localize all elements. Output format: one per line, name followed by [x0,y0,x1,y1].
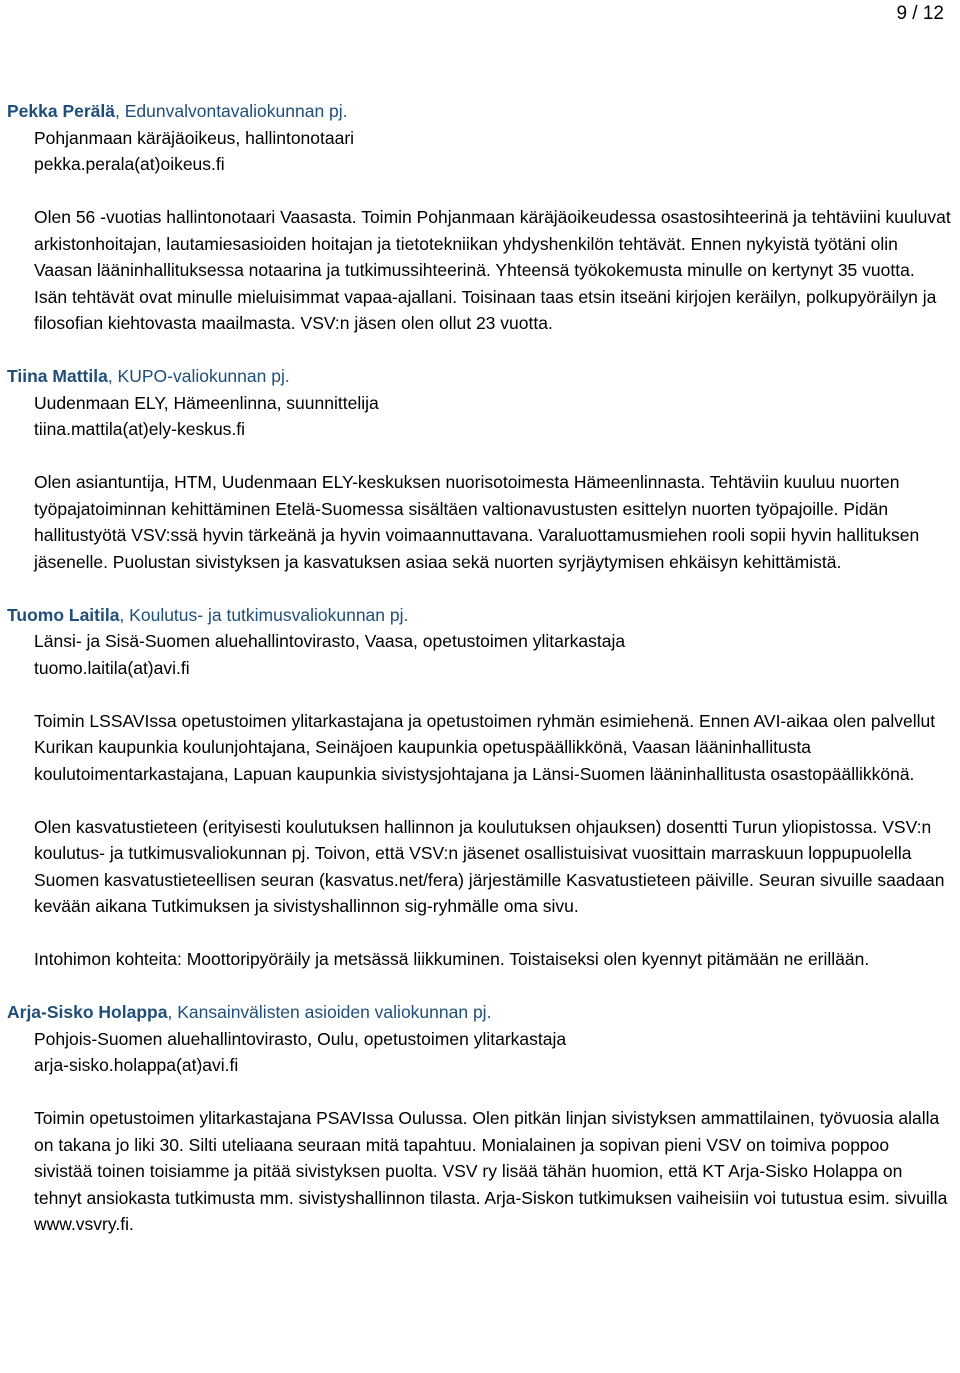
person-organization: Uudenmaan ELY, Hämeenlinna, suunnittelija [34,392,379,413]
person-role: , Kansainvälisten asioiden valiokunnan pj. [167,1002,492,1022]
person-bio-paragraph: Olen kasvatustieteen (erityisesti koulutuksen hallinnon ja koulutuksen ohjauksen) dosentti Turun yliopistossa. VSV:n koulutus- ja tutkimusvaliokunnan pj. Toivon, että VSV:n jäsenet osallistuisivat vuosittain marraskuun loppupuolella Suomen kasvatustieteellisen seuran (kasvatus.net/fera) järjestämille Kasvatustieteen päiville. Seuran sivuille saadaan kevään aikana Tutkimuksen ja sivistyshallinnon sig-ryhmälle oma sivu. [34,816,945,916]
person-section [7,98,952,337]
person-heading [7,602,952,629]
person-organization: Länsi- ja Sisä-Suomen aluehallintovirasto, Vaasa, opetustoimen ylitarkastaja [34,631,626,651]
section-spacer [7,973,952,1000]
person-heading [7,999,952,1026]
person-details [34,1026,952,1079]
person-name: Pekka Perälä [7,101,116,121]
person-details [34,390,952,443]
document-body [7,98,952,1238]
person-bio-paragraph: Olen 56 -vuotias hallintonotaari Vaasasta. Toimin Pohjanmaan käräjäoikeudessa osastosihteerinä ja tehtäviini kuuluvat arkistonhoitajan, lautamiesasioiden hoitajan ja tietotekniikan yhdyshenkilön tehtävät. Ennen nykyistä työtäni olin Vaasan lääninhallituksessa notaarina ja tutkimussihteerinä. Yhteensä työkokemusta minulle on kertynyt 35 vuotta. Isän tehtävät ovat minulle mieluisimmat vapaa-ajallani. Toisinaan taas etsin itseäni kirjojen keräilyn, polkupyöräilyn ja filosofian kiehtovasta maailmasta. VSV:n jäsen olen ollut 23 vuotta. [34,207,951,333]
person-email: pekka.perala(at)oikeus.fi [34,154,225,174]
person-bio-paragraph: Intohimon kohteita: Moottoripyöräily ja metsässä liikkuminen. Toistaiseksi olen kyennyt pitämään ne erillään. [34,949,870,969]
person-section [7,363,952,575]
person-name: Arja-Sisko Holappa [7,1002,168,1022]
person-details [34,628,952,681]
person-organization: Pohjois-Suomen aluehallintovirasto, Oulu, opetustoimen ylitarkastaja [34,1028,567,1049]
person-role: , KUPO-valiokunnan pj. [107,366,290,386]
person-bio-paragraph: Toimin LSSAVIssa opetustoimen ylitarkastajana ja opetustoimen ryhmän esimiehenä. Ennen AVI-aikaa olen palvellut Kurikan kaupunkia koulunjohtajana, Seinäjoen kaupunkia opetuspäällikkönä, Vaasan lääninhallitusta koulutoimentarkastajana, Lapuan kaupunkia sivistysjohtajana ja Länsi-Suomen lääninhallitusta osastopäällikkönä. [34,710,936,784]
person-email: tuomo.laitila(at)avi.fi [34,657,190,678]
section-spacer [7,337,952,364]
person-bio-paragraph: Olen asiantuntija, HTM, Uudenmaan ELY-keskuksen nuorisotoimesta Hämeenlinnasta. Tehtäviin kuuluu nuorten työpajatoiminnan kehittäminen Etelä-Suomessa sisältäen valtionavustusten esittelyn nuorten työpajoille. Pidän hallitustyötä VSV:ssä hyvin tärkeänä ja hyvin voimaannuttavana. Varaluottamusmiehen rooli sopii hyvin hallituksen jäsenelle. Puolustan sivistyksen ja kasvatuksen asiaa sekä nuorten syrjäytymisen ehkäisyn kehittämistä. [34,472,920,572]
page-number: 9 / 12 [896,3,944,24]
person-email: arja-sisko.holappa(at)avi.fi [34,1055,239,1075]
person-bio-paragraph: Toimin opetustoimen ylitarkastajana PSAVIssa Oulussa. Olen pitkän linjan sivistyksen ammattilainen, työvuosia alalla on takana jo liki 30. Silti uteliaana seuraan mitä tapahtuu. Monialainen ja sopivan pieni VSV on toimiva poppoo sivistää toinen toisiamme ja pitää sivistyksen puolta. VSV ry lisää tähän huomion, että KT Arja-Sisko Holappa on tehnyt ansiokasta tutkimusta mm. sivistyshallinnon tilasta. Arja-Siskon tutkimuksen vaiheisiin voi tutustua esim. sivuilla www.vsvry.fi. [34,1108,948,1234]
person-role: , Edunvalvontavaliokunnan pj. [115,101,348,121]
person-section [7,602,952,973]
person-role: , Koulutus- ja tutkimusvaliokunnan pj. [119,604,409,625]
person-heading [7,98,952,125]
person-email: tiina.mattila(at)ely-keskus.fi [34,419,246,439]
person-name: Tuomo Laitila [7,604,120,625]
person-organization: Pohjanmaan käräjäoikeus, hallintonotaari [34,127,355,148]
section-spacer [7,575,952,602]
person-section [7,999,952,1238]
person-details [34,125,952,178]
person-name: Tiina Mattila [7,366,108,386]
person-heading [7,363,952,390]
